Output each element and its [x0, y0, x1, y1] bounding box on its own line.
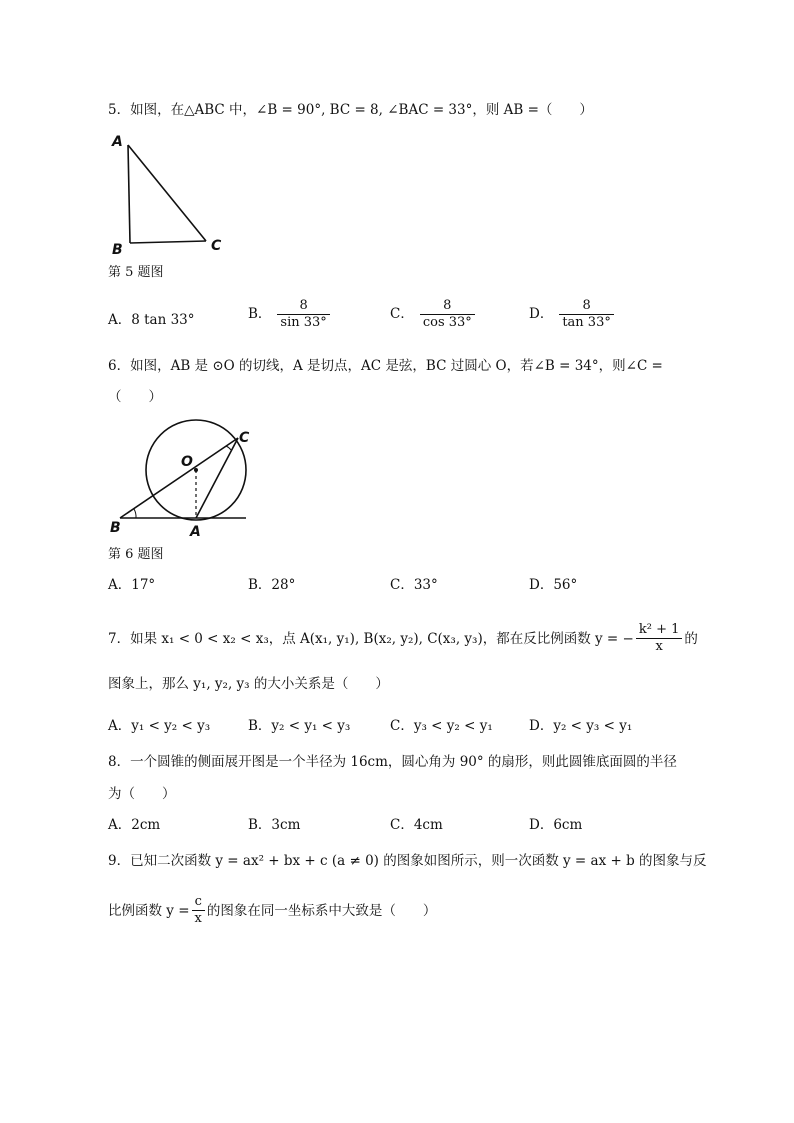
q9-stem-part1: 比例函数 y = — [108, 902, 190, 919]
q7-frac-den: x — [636, 638, 683, 655]
q5-stem: 5．如图，在△ABC 中，∠B = 90°, BC = 8, ∠BAC = 33°，则 AB =（ ） — [108, 102, 593, 118]
q6-option-c-text: 33° — [413, 577, 438, 593]
q6-caption: 第 6 题图 — [108, 547, 164, 562]
q8-stem-line1: 8．一个圆锥的侧面展开图是一个半径为 16cm，圆心角为 90° 的扇形，则此圆锥底面圆的半径 — [108, 754, 677, 770]
q5-option-c-num: 8 — [443, 298, 452, 313]
q7-frac-num: k² + 1 — [638, 622, 680, 637]
q6-option-b-letter: B． — [248, 577, 272, 593]
q8-option-a-text: 2cm — [131, 817, 161, 833]
q8-option-a-letter: A． — [108, 817, 132, 833]
q6-option-c-letter: C． — [390, 577, 414, 593]
q7-option-a-letter: A． — [108, 718, 132, 734]
q5-option-b-letter: B． — [248, 306, 272, 322]
q5-option-b-num: 8 — [299, 298, 308, 313]
q7-stem-line1 — [108, 622, 698, 655]
q8-option-b-text: 3cm — [271, 817, 301, 833]
q8-option-c-text: 4cm — [413, 817, 443, 833]
q5-option-c-den: cos 33° — [420, 314, 475, 331]
q8-option-a[interactable] — [108, 815, 160, 835]
q7-option-c-letter: C． — [390, 718, 414, 734]
q6-option-d-letter: D． — [529, 577, 554, 593]
q6-option-d-text: 56° — [553, 577, 578, 593]
q6-stem-line1: 6．如图，AB 是 ⊙O 的切线，A 是切点，AC 是弦，BC 过圆心 O，若∠B = 34°，则∠C = — [108, 358, 663, 374]
q7-stem-part2: 的 — [684, 630, 698, 647]
q6-option-c[interactable] — [390, 575, 438, 595]
q7-option-b-letter: B． — [248, 718, 272, 734]
q6-option-b[interactable] — [248, 575, 295, 595]
q5-triangle-figure — [108, 128, 238, 258]
q8-option-b[interactable] — [248, 815, 300, 835]
q6-angle-b-mark — [134, 509, 136, 518]
q6-label-c: C — [239, 430, 250, 446]
q5-option-c-fraction — [420, 298, 475, 331]
q8-option-c[interactable] — [390, 815, 443, 835]
q8-option-d[interactable] — [529, 815, 582, 835]
q6-circle-figure — [108, 418, 253, 540]
q8-option-c-letter: C． — [390, 817, 414, 833]
q5-option-b[interactable] — [248, 298, 330, 331]
q6-label-o: O — [181, 454, 193, 470]
q9-stem-line2 — [108, 894, 436, 927]
q7-option-a[interactable] — [108, 716, 210, 736]
q6-option-a-text: 17° — [131, 577, 156, 593]
q5-option-b-fraction — [277, 298, 329, 331]
q7-option-c-text: y₃ < y₂ < y₁ — [413, 718, 493, 734]
q5-side-ac — [128, 145, 206, 241]
q5-option-d[interactable] — [529, 298, 614, 331]
q5-option-d-den: tan 33° — [559, 314, 614, 331]
q6-option-a-letter: A． — [108, 577, 132, 593]
q5-label-c: C — [211, 238, 222, 254]
q6-center-point — [194, 468, 198, 472]
q6-angle-c-mark — [226, 446, 231, 450]
q7-option-d-text: y₂ < y₃ < y₁ — [553, 718, 633, 734]
q5-option-c-letter: C． — [390, 306, 414, 322]
q8-stem-line2: 为（ ） — [108, 786, 176, 802]
q7-fraction — [636, 622, 683, 655]
q5-label-a: A — [112, 134, 123, 150]
q9-fraction — [192, 894, 205, 927]
q6-label-b: B — [110, 520, 121, 536]
q5-side-ab — [128, 145, 130, 243]
q5-option-a-letter: A． — [108, 312, 132, 328]
q6-label-a: A — [190, 524, 201, 540]
q7-option-b-text: y₂ < y₁ < y₃ — [271, 718, 351, 734]
q7-stem-part1: 7．如果 x₁ < 0 < x₂ < x₃，点 A(x₁, y₁), B(x₂, y₂), C(x₃, y₃)，都在反比例函数 y = − — [108, 630, 634, 647]
q6-option-a[interactable] — [108, 575, 155, 595]
q5-label-b: B — [112, 242, 123, 258]
q9-stem-part2: 的图象在同一坐标系中大致是（ ） — [206, 902, 437, 919]
q7-option-b[interactable] — [248, 716, 350, 736]
q9-frac-den: x — [192, 910, 205, 927]
q5-side-bc — [130, 241, 206, 243]
q8-option-b-letter: B． — [248, 817, 272, 833]
q7-option-d[interactable] — [529, 716, 632, 736]
q5-option-d-num: 8 — [582, 298, 591, 313]
q5-option-d-fraction — [559, 298, 614, 331]
q6-option-d[interactable] — [529, 575, 577, 595]
q6-stem-line2: （ ） — [108, 389, 162, 405]
q7-option-d-letter: D． — [529, 718, 554, 734]
q8-option-d-text: 6cm — [553, 817, 583, 833]
q6-option-b-text: 28° — [271, 577, 296, 593]
q5-option-b-den: sin 33° — [277, 314, 329, 331]
q7-stem-line2: 图象上，那么 y₁, y₂, y₃ 的大小关系是（ ） — [108, 676, 389, 692]
q9-frac-num: c — [194, 894, 202, 909]
q7-option-a-text: y₁ < y₂ < y₃ — [131, 718, 211, 734]
q7-option-c[interactable] — [390, 716, 493, 736]
q5-caption: 第 5 题图 — [108, 265, 164, 280]
q6-line-bc — [120, 438, 238, 518]
q5-option-a[interactable] — [108, 310, 195, 330]
q8-option-d-letter: D． — [529, 817, 554, 833]
q5-option-a-text: 8 tan 33° — [131, 312, 195, 328]
q5-option-c[interactable] — [390, 298, 475, 331]
q9-stem-line1: 9．已知二次函数 y = ax² + bx + c (a ≠ 0) 的图象如图所示，则一次函数 y = ax + b 的图象与反 — [108, 853, 707, 869]
q5-option-d-letter: D． — [529, 306, 554, 322]
